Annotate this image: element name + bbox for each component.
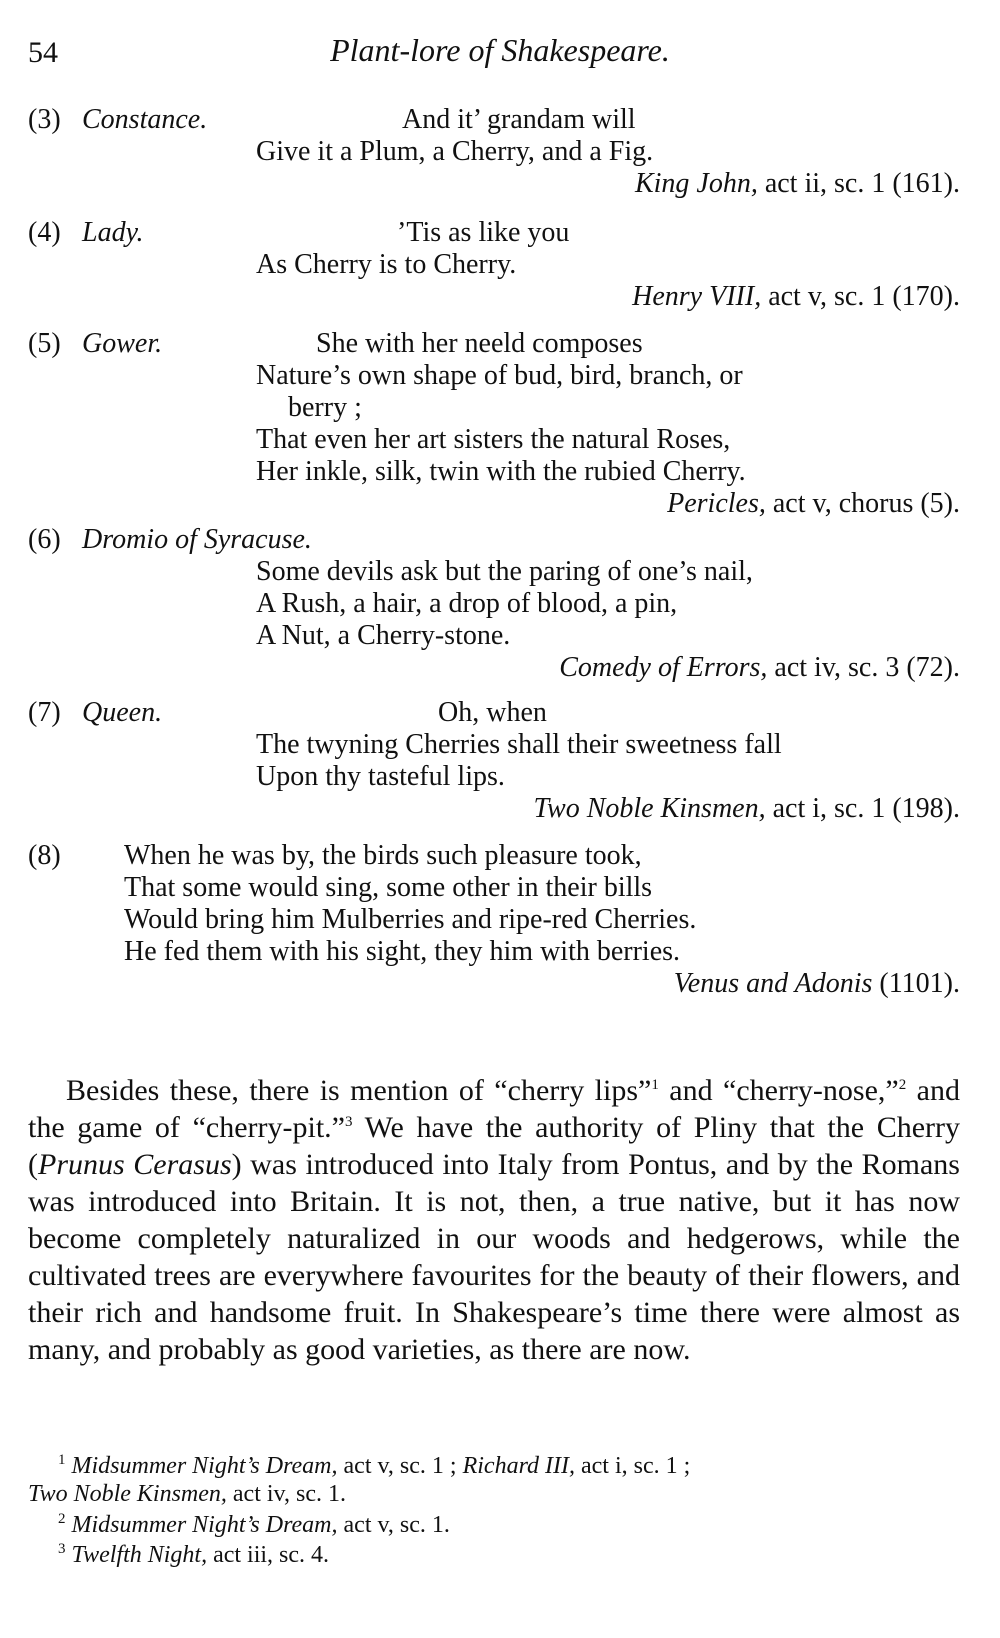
quote-line: Upon thy tasteful lips. [256, 761, 505, 792]
footnote-ref-text: act iv, sc. 1. [226, 1481, 346, 1507]
quote-speaker: Dromio of Syracuse. [82, 524, 312, 555]
footnote-work: Richard III, [462, 1453, 575, 1479]
quote-citation [667, 488, 960, 520]
quote-citation [534, 793, 960, 825]
work-reference: act v, sc. 1 (170). [761, 281, 960, 312]
quote-line: Nature’s own shape of bud, bird, branch, or [256, 360, 743, 391]
quote-citation [632, 281, 960, 313]
footnote-ref-text: act v, sc. 1 ; [337, 1453, 463, 1479]
footnote [28, 1511, 978, 1539]
quote-citation [635, 168, 960, 200]
quote-line: When he was by, the birds such pleasure took, [124, 840, 642, 871]
quote-speaker: Constance. [82, 104, 208, 135]
footnote-ref-text: act v, sc. 1. [337, 1512, 450, 1538]
work-title: Venus and Adonis [673, 968, 873, 999]
prose-text: ) was introduced into Italy from Pontus, and by the Romans was introduced into Britain. It is not, then, a true native, but it has now become completely naturalized in our woods and hedgerows, while the cultivated trees are everywhere favourites for the beauty of their flowers, and their rich and handsome fruit. In Shakespeare’s time there were almost as many, and probably as good varieties, as there are now. [28, 1148, 960, 1366]
quote-line: He fed them with his sight, they him with berries. [124, 936, 681, 967]
quote-number: (3) [28, 104, 61, 135]
latin-name: Prunus Cerasus [38, 1148, 232, 1181]
work-reference: act iv, sc. 3 (72). [767, 652, 960, 683]
footnote-ref[interactable]: 3 [345, 1114, 353, 1130]
footnote-mark: 3 [58, 1541, 66, 1557]
footnote-ref[interactable]: 1 [651, 1077, 659, 1093]
quote-line: That some would sing, some other in their bills [124, 872, 653, 903]
work-title: Henry VIII, [632, 281, 762, 312]
footnote-ref[interactable]: 2 [898, 1077, 907, 1093]
work-reference: act i, sc. 1 (198). [765, 793, 960, 824]
quote-line: Her inkle, silk, twin with the rubied Cherry. [256, 456, 746, 487]
quote-line: As Cherry is to Cherry. [256, 249, 517, 280]
prose-text: Besides these, there is mention of “cherry lips” [66, 1074, 652, 1107]
footnote-work: Two Noble Kinsmen, [28, 1481, 227, 1507]
footnote-work: Midsummer Night’s Dream, [71, 1512, 338, 1538]
quote-line: She with her neeld composes [316, 328, 643, 359]
work-reference: act ii, sc. 1 (161). [757, 168, 960, 199]
quote-number: (7) [28, 697, 61, 728]
footnote [28, 1452, 978, 1508]
quote-number: (8) [28, 840, 61, 871]
body-paragraph [28, 1072, 960, 1368]
work-title: Pericles, [667, 488, 766, 519]
running-title: Plant-lore of Shakespeare. [330, 32, 670, 68]
work-reference: act v, chorus (5). [765, 488, 960, 519]
prose-text: and the game of “cherry-pit.” [28, 1074, 960, 1144]
quote-number: (6) [28, 524, 61, 555]
quote-speaker: Lady. [82, 217, 144, 248]
quote-speaker: Gower. [82, 328, 163, 359]
quote-line: A Nut, a Cherry-stone. [256, 620, 511, 651]
work-reference: (1101). [872, 968, 960, 999]
quote-line: ’Tis as like you [397, 217, 570, 248]
footnote [28, 1541, 978, 1569]
prose-text: We have the authority of Pliny that the Cherry ( [28, 1111, 960, 1181]
quote-line: The twyning Cherries shall their sweetness fall [256, 729, 782, 760]
quote-line: And it’ grandam will [402, 104, 636, 135]
quote-line: berry ; [288, 392, 362, 423]
quote-line: Oh, when [438, 697, 547, 728]
work-title: Comedy of Errors, [559, 652, 768, 683]
footnote-work: Midsummer Night’s Dream, [71, 1453, 338, 1479]
quote-line: Would bring him Mulberries and ripe-red Cherries. [124, 904, 697, 935]
footnote-ref-text: act iii, sc. 4. [207, 1542, 330, 1568]
quote-line: Some devils ask but the paring of one’s nail, [256, 556, 753, 587]
work-title: King John, [634, 168, 758, 199]
quote-citation [674, 968, 960, 1000]
quote-number: (4) [28, 217, 61, 248]
work-title: Two Noble Kinsmen, [533, 793, 766, 824]
quote-line: That even her art sisters the natural Roses, [256, 424, 731, 455]
quote-speaker: Queen. [82, 697, 163, 728]
footnote-work: Twelfth Night, [71, 1542, 208, 1568]
quote-line: Give it a Plum, a Cherry, and a Fig. [256, 136, 654, 167]
prose-text: and “cherry-nose,” [658, 1074, 899, 1107]
page-number: 54 [28, 36, 58, 69]
footnote-mark: 2 [58, 1511, 66, 1527]
footnote-ref-text: act i, sc. 1 ; [575, 1453, 691, 1479]
quote-line: A Rush, a hair, a drop of blood, a pin, [256, 588, 678, 619]
quote-citation [559, 652, 960, 684]
quote-number: (5) [28, 328, 61, 359]
footnote-mark: 1 [58, 1452, 66, 1468]
